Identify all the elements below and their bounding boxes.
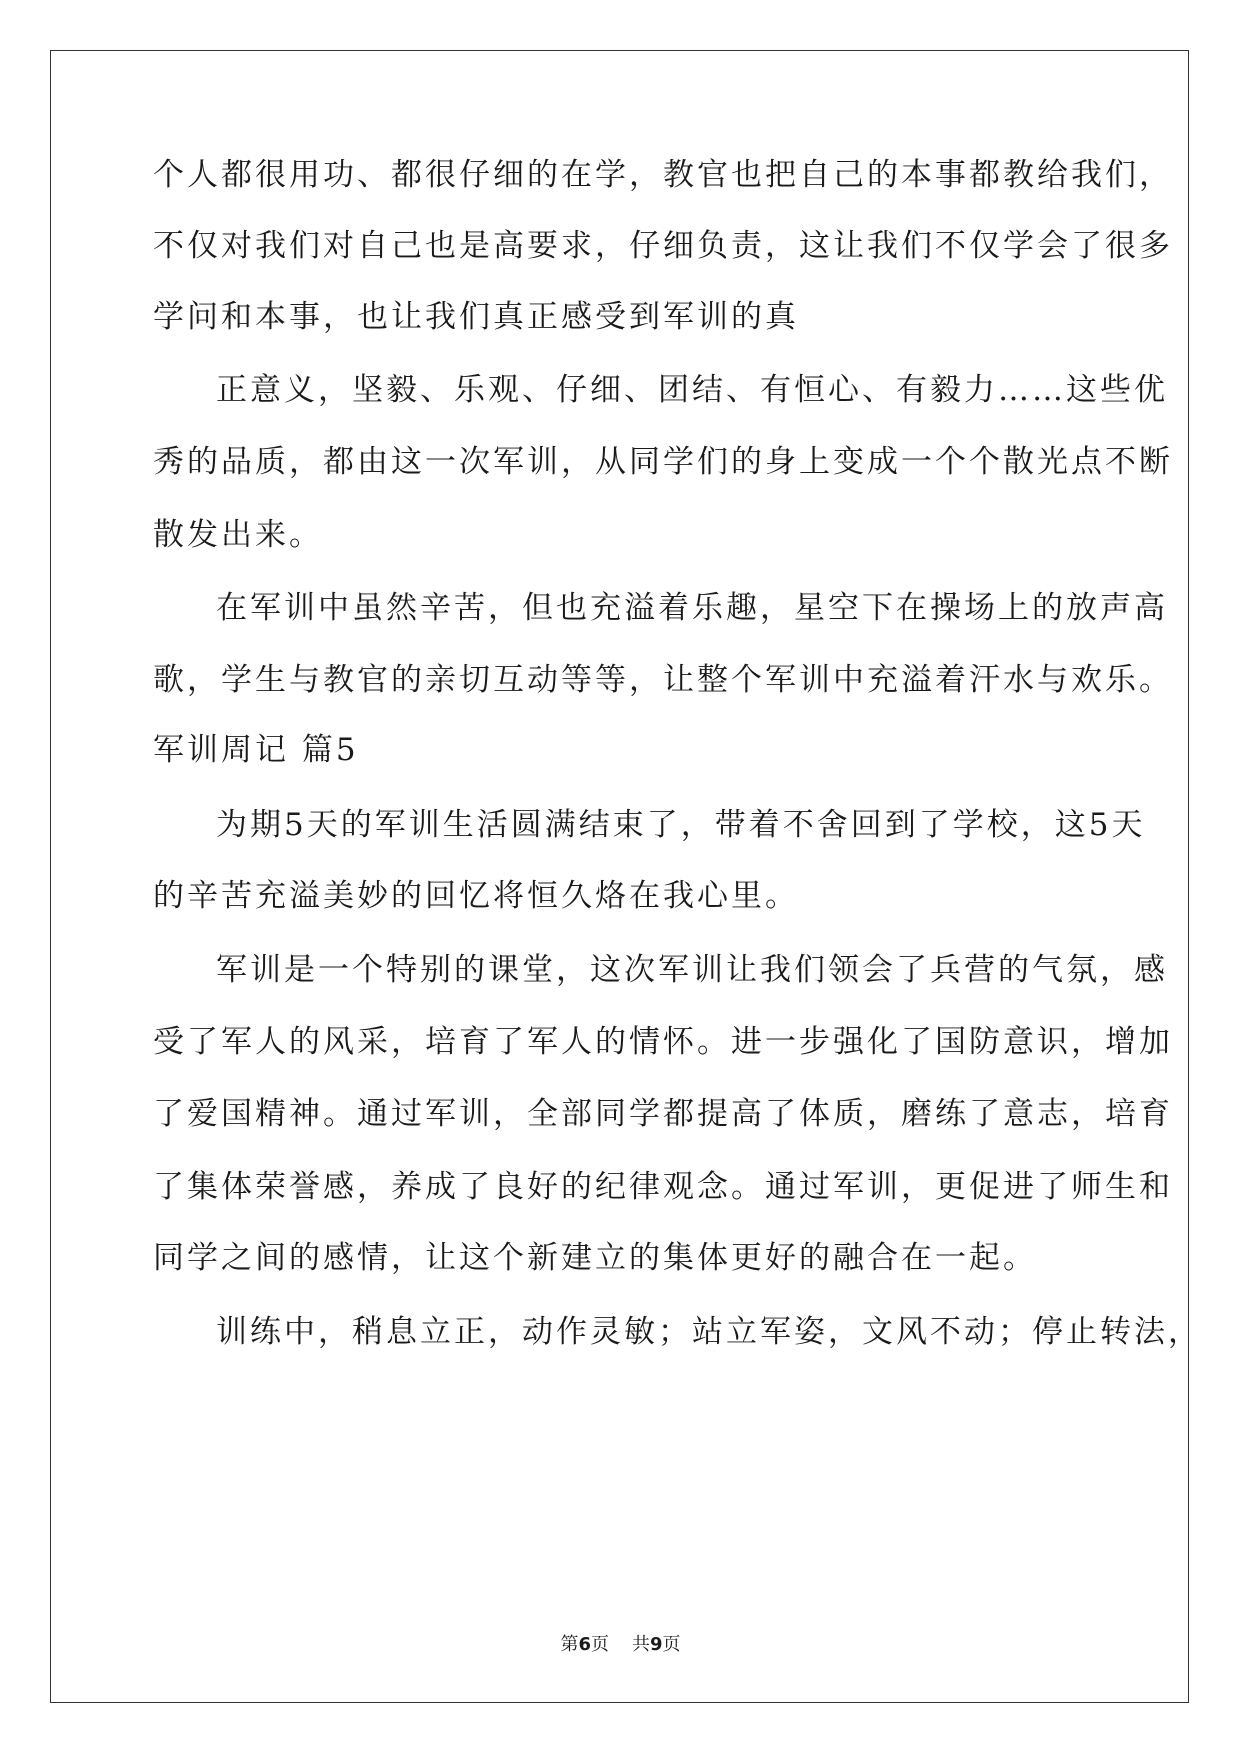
current-page-number: 6: [578, 1634, 592, 1655]
page-number-prefix: 第: [560, 1634, 579, 1655]
text-line: 秀的品质，都由这一次军训，从同学们的身上变成一个个散光点不断: [153, 444, 1173, 480]
page-footer: [0, 1630, 1241, 1656]
text-line: 受了军人的风采，培育了军人的情怀。进一步强化了国防意识，增加: [153, 1024, 1173, 1060]
total-pages-suffix: 页: [662, 1634, 681, 1655]
text-line: 军训是一个特别的课堂，这次军训让我们领会了兵营的气氛，感: [216, 952, 1168, 988]
text-line: 学问和本事，也让我们真正感受到军训的真: [153, 299, 799, 335]
text-line: 不仅对我们对自己也是高要求，仔细负责，这让我们不仅学会了很多: [153, 228, 1173, 264]
text-line: 在军训中虽然辛苦，但也充溢着乐趣，星空下在操场上的放声高: [216, 590, 1168, 626]
text-line: 个人都很用功、都很仔细的在学，教官也把自己的本事都教给我们，: [153, 157, 1173, 193]
page-number-suffix: 页: [591, 1634, 610, 1655]
text-line: 为期5天的军训生活圆满结束了，带着不舍回到了学校，这5天: [216, 807, 1146, 843]
text-line: 正意义，坚毅、乐观、仔细、团结、有恒心、有毅力……这些优: [216, 372, 1168, 408]
total-pages-prefix: 共: [631, 1634, 650, 1655]
text-line: 同学之间的感情，让这个新建立的集体更好的融合在一起。: [153, 1240, 1037, 1276]
text-line: 训练中，稍息立正，动作灵敏；站立军姿，文风不动；停止转法，: [216, 1314, 1202, 1350]
text-line: 了集体荣誉感，养成了良好的纪律观念。通过军训，更促进了师生和: [153, 1169, 1173, 1205]
text-line: 歌，学生与教官的亲切互动等等，让整个军训中充溢着汗水与欢乐。: [153, 662, 1173, 698]
total-pages-number: 9: [649, 1634, 663, 1655]
text-line: 散发出来。: [153, 517, 323, 553]
section-heading: 军训周记 篇5: [153, 732, 359, 768]
text-line: 的辛苦充溢美妙的回忆将恒久烙在我心里。: [153, 878, 799, 914]
text-line: 了爱国精神。通过军训，全部同学都提高了体质，磨练了意志，培育: [153, 1096, 1173, 1132]
